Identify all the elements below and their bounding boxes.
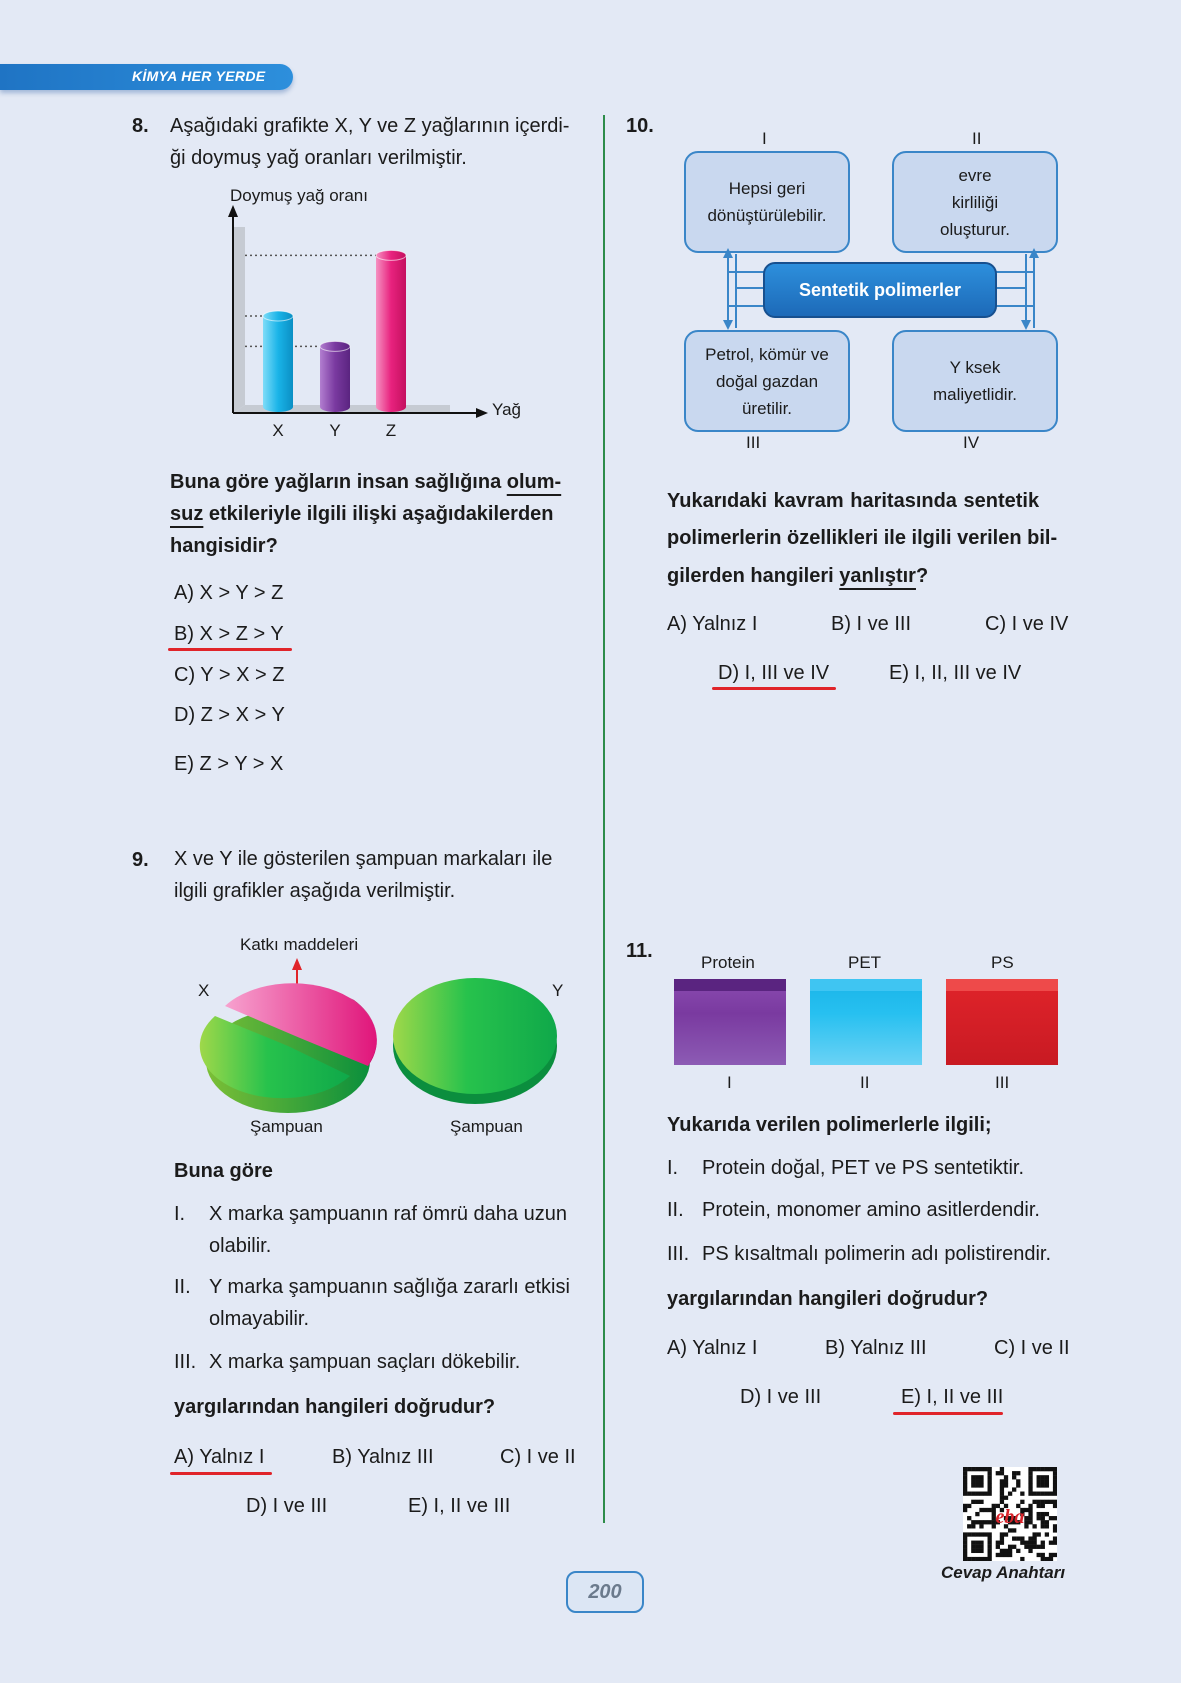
q10-question-mark: ? — [915, 565, 929, 587]
q11-s1: Protein doğal, PET ve PS sentetiktir. — [702, 1157, 1025, 1179]
eba-logo: eba — [995, 1506, 1025, 1528]
bar-base-x — [263, 402, 293, 412]
box4-line2: maliyetlidir. — [932, 385, 1018, 404]
box3-line3: üretilir. — [741, 398, 793, 418]
q11-s2-num: II. — [667, 1199, 684, 1221]
q10-number: 10. — [626, 115, 654, 137]
bar-x — [263, 316, 293, 407]
pie-x-shampoo-label: Şampuan — [250, 1117, 323, 1136]
q10-question-line1: Yukarıdaki kavram haritasında sentetik — [667, 490, 1040, 512]
concept-box-3 — [684, 330, 850, 432]
q9-s3-line1: X marka şampuan saçları dökebilir. — [209, 1351, 521, 1373]
q11-option-d[interactable]: D) I ve III — [740, 1386, 822, 1408]
q10-answer-underline — [712, 687, 836, 690]
q11-question: yargılarından hangileri doğrudur? — [667, 1288, 989, 1310]
q10-roman-4: IV — [963, 433, 980, 452]
chart-ylabel: Doymuş yağ oranı — [230, 186, 368, 205]
q8-question-line3: hangisidir? — [170, 535, 278, 557]
box2-line2: kirliliği — [951, 192, 999, 212]
q8-answer-underline — [168, 648, 292, 651]
q11-roman-2: II — [860, 1073, 870, 1092]
q11-lead: Yukarıda verilen polimerlerle ilgili; — [667, 1114, 992, 1136]
q11-label-pet: PET — [848, 953, 882, 972]
q9-pie-charts — [190, 926, 590, 1146]
bar-cap-z — [376, 250, 406, 260]
q8-number: 8. — [132, 115, 149, 137]
chart-x-axis-arrow — [476, 408, 488, 418]
answer-key-caption: Cevap Anahtarı — [941, 1563, 1066, 1582]
box1-line1: Hepsi geri — [728, 179, 806, 198]
q11-s3: PS kısaltmalı polimerin adı polistirendir. — [702, 1243, 1052, 1265]
bar-base-z — [376, 402, 406, 412]
box2-line1: evre — [958, 165, 992, 185]
q8-option-c[interactable]: C) Y > X > Z — [174, 664, 285, 686]
polymer-block-pet — [810, 979, 922, 1065]
pie-y-shampoo-label: Şampuan — [450, 1117, 523, 1136]
q9-s3-num: III. — [174, 1351, 197, 1373]
q11-option-c[interactable]: C) I ve II — [994, 1337, 1070, 1359]
q10-question-part: gilerden hangileri — [667, 565, 840, 587]
q10-option-a[interactable]: A) Yalnız I — [667, 613, 758, 635]
header-title: KİMYA HER YERDE — [132, 68, 266, 84]
q11-number: 11. — [626, 940, 653, 962]
q9-s2-line2: olmayabilir. — [209, 1308, 310, 1330]
q9-s1-line2: olabilir. — [209, 1235, 272, 1257]
q8-option-e[interactable]: E) Z > Y > X — [174, 753, 284, 775]
tick-label-x: X — [272, 421, 284, 440]
concept-box-4 — [892, 330, 1058, 432]
q10-question-line3 — [667, 560, 928, 592]
polymer-block-ps — [946, 979, 1058, 1065]
block-ps-top — [946, 979, 1058, 991]
q10-option-c[interactable]: C) I ve IV — [985, 613, 1069, 635]
concept-center: Sentetik polimerler — [763, 262, 997, 318]
q10-roman-3: III — [746, 433, 761, 452]
q10-option-d[interactable]: D) I, III ve IV — [718, 662, 830, 684]
q8-question-emphasis2: suz — [170, 503, 204, 525]
q9-s1-line1: X marka şampuanın raf ömrü daha uzun — [209, 1203, 567, 1225]
q10-option-b[interactable]: B) I ve III — [831, 613, 912, 635]
tick-label-z: Z — [385, 421, 397, 440]
box1-line2: dönüştürülebilir. — [707, 206, 827, 225]
q8-question-line2 — [170, 498, 554, 530]
additive-label: Katkı maddeleri — [240, 935, 359, 954]
q9-s2-num: II. — [174, 1276, 191, 1298]
box3-line1: Petrol, kömür ve — [705, 344, 829, 364]
q8-option-d[interactable]: D) Z > X > Y — [174, 704, 285, 726]
bar-base-y — [320, 402, 350, 412]
q8-question-line1 — [170, 466, 561, 498]
bar-cap-x — [263, 311, 293, 321]
chart-y-axis-arrow — [228, 205, 238, 217]
additive-arrow-head — [292, 958, 302, 970]
q11-roman-3: III — [995, 1073, 1010, 1092]
bar-y — [320, 346, 350, 407]
q9-option-e[interactable]: E) I, II ve III — [408, 1495, 511, 1517]
q8-option-b[interactable]: B) X > Z > Y — [174, 623, 284, 645]
q11-s3-num: III. — [667, 1243, 690, 1265]
q8-bar-chart — [200, 175, 540, 445]
concept-box-2 — [892, 151, 1058, 253]
q9-stem-line2: ilgili grafikler aşağıda verilmiştir. — [174, 880, 456, 902]
pie-x-label: X — [198, 981, 210, 1000]
box4-line1: Y ksek — [949, 358, 1001, 377]
q9-number: 9. — [132, 849, 149, 871]
bar-z — [376, 255, 406, 407]
q11-option-e[interactable]: E) I, II ve III — [901, 1386, 1004, 1408]
chart-xlabel: Yağ — [492, 400, 521, 419]
q9-option-b[interactable]: B) Yalnız III — [332, 1446, 434, 1468]
q9-option-c[interactable]: C) I ve II — [500, 1446, 576, 1468]
polymer-block-protein — [674, 979, 786, 1065]
q11-option-a[interactable]: A) Yalnız I — [667, 1337, 758, 1359]
chart-back-wall — [233, 227, 245, 413]
page-number: 200 — [566, 1571, 644, 1613]
q11-label-ps: PS — [991, 953, 1014, 972]
concept-box-1 — [684, 151, 850, 253]
q8-option-a[interactable]: A) X > Y > Z — [174, 582, 284, 604]
box2-line3: oluşturur. — [940, 219, 1010, 239]
q8-question-emphasis: olum- — [506, 471, 562, 493]
pie-y-shampoo — [393, 978, 557, 1094]
q8-question-part: Buna göre yağların insan sağlığına — [170, 471, 507, 493]
q10-question-line2: polimerlerin özellikleri ile ilgili verilen bil- — [667, 527, 1058, 549]
q9-s2-line1: Y marka şampuanın sağlığa zararlı etkisi — [209, 1276, 570, 1298]
q9-stem-line1: X ve Y ile gösterilen şampuan markaları ile — [174, 848, 553, 870]
q10-roman-2: II — [972, 129, 982, 148]
block-protein-top — [674, 979, 786, 991]
q8-stem-line1: Aşağıdaki grafikte X, Y ve Z yağlarının içerdi- — [170, 115, 570, 137]
q11-roman-1: I — [727, 1073, 732, 1092]
q11-answer-underline — [893, 1412, 1003, 1415]
q9-lead: Buna göre — [174, 1160, 273, 1182]
pie-y-label: Y — [552, 981, 564, 1000]
q9-s1-num: I. — [174, 1203, 186, 1225]
q9-option-d[interactable]: D) I ve III — [246, 1495, 328, 1517]
q9-question: yargılarından hangileri doğrudur? — [174, 1396, 496, 1418]
q11-label-protein: Protein — [701, 953, 755, 972]
qr-code-icon[interactable] — [963, 1467, 1057, 1561]
block-pet-top — [810, 979, 922, 991]
box3-line2: doğal gazdan — [715, 371, 819, 391]
q10-roman-1: I — [762, 129, 767, 148]
q11-option-b[interactable]: B) Yalnız III — [825, 1337, 927, 1359]
q11-s1-num: I. — [667, 1157, 679, 1179]
q9-option-a[interactable]: A) Yalnız I — [174, 1446, 265, 1468]
bar-cap-y — [320, 341, 350, 351]
q9-answer-underline — [170, 1472, 272, 1475]
q10-option-e[interactable]: E) I, II, III ve IV — [889, 662, 1022, 684]
q11-s2: Protein, monomer amino asitlerdendir. — [702, 1199, 1040, 1221]
q8-stem-line2: ği doymuş yağ oranları verilmiştir. — [170, 147, 467, 169]
q8-question-part2: etkileriyle ilgili ilişki aşağıdakilerden — [203, 503, 554, 525]
column-divider — [603, 115, 605, 1523]
q10-question-emphasis: yanlıştır — [839, 565, 916, 587]
tick-label-y: Y — [329, 421, 341, 440]
